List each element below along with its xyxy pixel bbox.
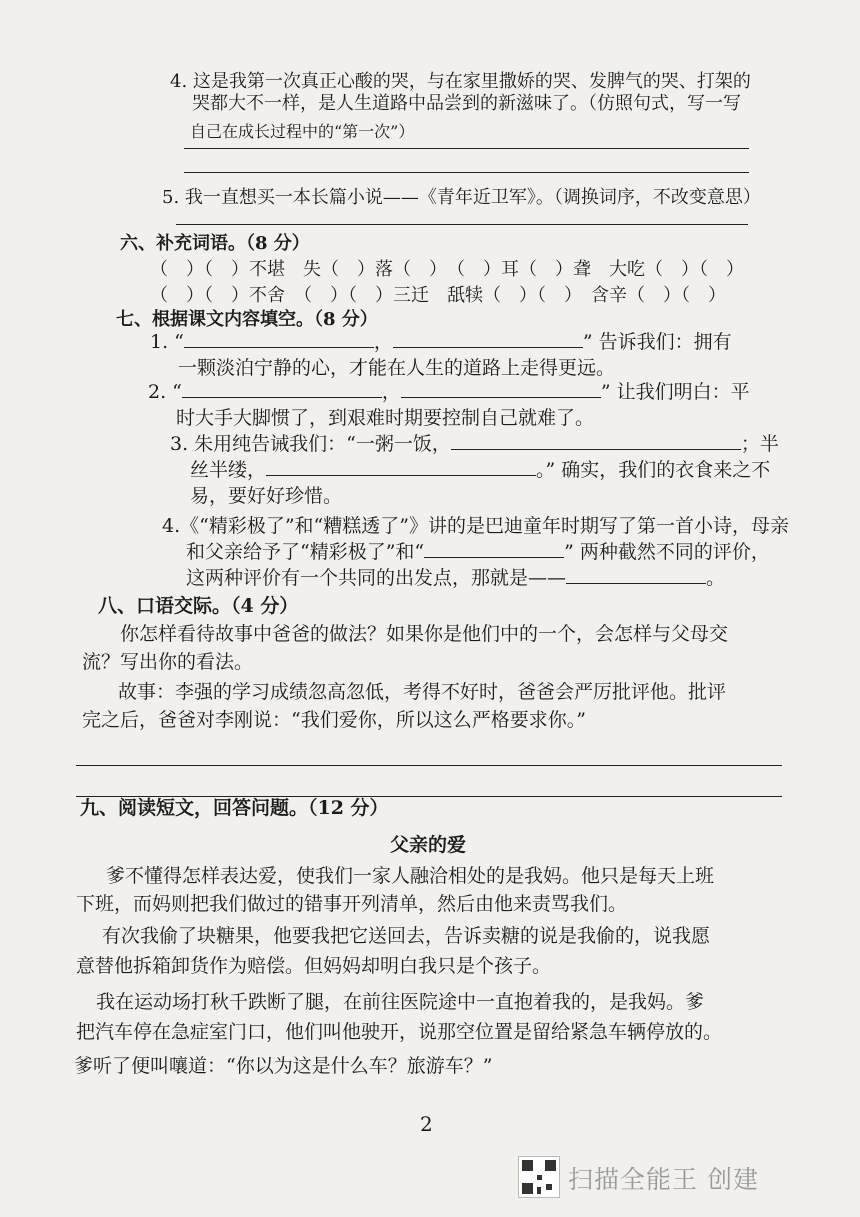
q5-text: 5. 我一直想买一本长篇小说——《青年近卫军》。（调换词序，不改变意思） bbox=[162, 187, 761, 208]
s7-item-4-line3 bbox=[186, 566, 725, 590]
s7-item-4-end: 。 bbox=[706, 567, 726, 589]
s7-item-2-label: 2. “ bbox=[148, 381, 182, 403]
qr-code-icon bbox=[518, 1156, 560, 1198]
s7-item-1-cont: 一颗淡泊宁静的心，才能在人生的道路上走得更远。 bbox=[178, 357, 616, 379]
s7-blank-4b[interactable] bbox=[566, 567, 706, 584]
s7-item-4-line2 bbox=[186, 540, 770, 564]
s7-item-3-label-2: 丝半缕， bbox=[190, 459, 267, 481]
s7-item-1-label: 1. “ bbox=[150, 331, 184, 353]
s7-blank-1a[interactable] bbox=[184, 331, 374, 348]
s7-blank-3b[interactable] bbox=[266, 459, 536, 476]
s7-item-3 bbox=[170, 432, 779, 456]
section-6-title: 六、补充词语。（8 分） bbox=[120, 233, 310, 254]
story-p3-line-3: 爹听了便叫嚷道：“你以为这是什么车？旅游车？” bbox=[74, 1055, 493, 1077]
s7-blank-4a[interactable] bbox=[424, 541, 564, 558]
story-p2-line-2: 意替他拆箱卸货作为赔偿。但妈妈却明白我只是个孩子。 bbox=[76, 955, 552, 977]
s8-answer-line-1[interactable] bbox=[76, 765, 782, 766]
q5-answer-line[interactable] bbox=[176, 224, 748, 225]
s7-blank-2a[interactable] bbox=[182, 381, 382, 398]
s8-story-line-2: 完之后，爸爸对李刚说：“我们爱你，所以这么严格要求你。” bbox=[82, 709, 586, 731]
s7-item-3-semicolon: ；半 bbox=[740, 433, 779, 455]
q4-line-3: 自己在成长过程中的“第一次”） bbox=[190, 122, 415, 141]
s7-blank-2b[interactable] bbox=[401, 381, 601, 398]
section-9-title: 九、阅读短文，回答问题。（12 分） bbox=[80, 797, 389, 819]
s7-item-3-tail: 。” 确实，我们的衣食来之不 bbox=[536, 459, 771, 481]
page-number: 2 bbox=[420, 1112, 433, 1136]
s7-item-4-tail: ” 两种截然不同的评价， bbox=[564, 541, 770, 563]
s7-item-2-cont: 时大手大脚惯了，到艰难时期要控制自己就难了。 bbox=[176, 407, 595, 429]
s7-item-3-cont: 易，要好好珍惜。 bbox=[190, 485, 343, 507]
section-7-title: 七、根据课文内容填空。（8 分） bbox=[116, 309, 378, 330]
s7-item-3-line2 bbox=[190, 458, 770, 482]
s7-item-4-line1: 4.《“精彩极了”和“糟糕透了”》讲的是巴迪童年时期写了第一首小诗，母亲 bbox=[162, 515, 789, 537]
q4-answer-line-1[interactable] bbox=[184, 148, 749, 149]
story-p3-line-2: 把汽车停在急症室门口，他们叫他驶开，说那空位置是留给紧急车辆停放的。 bbox=[76, 1021, 723, 1043]
s7-blank-1b[interactable] bbox=[393, 331, 583, 348]
s7-item-1 bbox=[150, 330, 732, 354]
section-8-title: 八、口语交际。（4 分） bbox=[98, 595, 299, 617]
s7-item-2 bbox=[148, 380, 750, 404]
story-p1-line-2: 下班，而妈则把我们做过的错事开列清单，然后由他来责骂我们。 bbox=[76, 893, 628, 915]
s7-item-4-label: 和父亲给予了“精彩极了”和“ bbox=[186, 541, 425, 563]
story-p2-line-1: 有次我偷了块糖果，他要我把它送回去，告诉卖糖的说是我偷的，说我愿 bbox=[102, 925, 711, 947]
s7-item-1-tail: ” 告诉我们：拥有 bbox=[582, 331, 732, 353]
q4-line-1: 4. 这是我第一次真正心酸的哭，与在家里撒娇的哭、发脾气的哭、打架的 bbox=[170, 71, 751, 92]
story-p1-line-1: 爹不懂得怎样表达爱，使我们一家人融洽相处的是我妈。他只是每天上班 bbox=[106, 865, 715, 887]
s8-story-line-1: 故事：李强的学习成绩忽高忽低，考得不好时，爸爸会严厉批评他。批评 bbox=[118, 681, 727, 703]
q4-answer-line-2[interactable] bbox=[184, 172, 749, 173]
s7-item-3-label: 3. 朱用纯告诫我们：“一粥一饭， bbox=[170, 433, 451, 455]
s8-prompt-line-2: 流？写出你的看法。 bbox=[82, 651, 254, 673]
q4-line-2: 哭都大不一样，是人生道路中品尝到的新滋味了。（仿照句式，写一写 bbox=[192, 93, 741, 114]
s7-blank-3a[interactable] bbox=[451, 433, 741, 450]
s6-row-1: （ ）（ ）不堪 失（ ）落（ ） （ ）耳（ ）聋 大吃（ ）（ ） bbox=[150, 259, 744, 280]
s8-prompt-line-1: 你怎样看待故事中爸爸的做法？如果你是他们中的一个，会怎样与父母交 bbox=[120, 623, 729, 645]
s7-item-2-comma: ， bbox=[381, 381, 401, 403]
watermark-text: 扫描全能王 创建 bbox=[568, 1165, 759, 1194]
s7-item-4-label-3: 这两种评价有一个共同的出发点，那就是—— bbox=[186, 567, 567, 589]
s6-row-2: （ ）（ ）不舍 （ ）（ ）三迁 舐犊（ ）（ ） 含辛（ ）（ ） bbox=[150, 285, 726, 306]
story-p3-line-1: 我在运动场打秋千跌断了腿，在前往医院途中一直抱着我的，是我妈。爹 bbox=[96, 991, 705, 1013]
s7-item-1-comma: ， bbox=[373, 331, 393, 353]
s7-item-2-tail: ” 让我们明白：平 bbox=[600, 381, 750, 403]
story-title: 父亲的爱 bbox=[390, 834, 467, 856]
